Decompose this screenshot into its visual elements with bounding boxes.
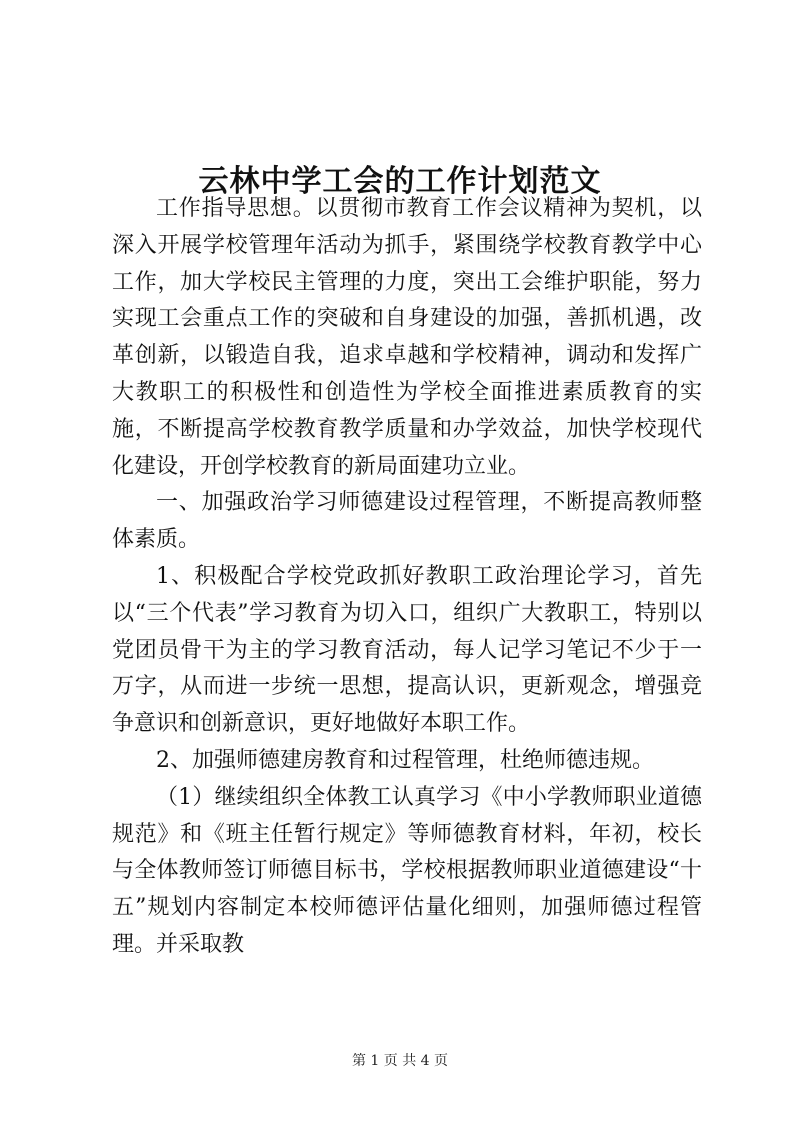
paragraph-guiding-ideology: 工作指导思想。以贯彻市教育工作会议精神为契机，以深入开展学校管理年活动为抓手，紧围绕学校教育教学中心工作，加大学校民主管理的力度，突出工会维护职能，努力实现工会重点工作的突破和自身建设的加强，善抓机遇，改革创新，以锻造自我，追求卓越和学校精神，调动和发挥广大教职工的积极性和创造性为学校全面推进素质教育的实施，不断提高学校教育教学质量和办学效益，加快学校现代化建设，开创学校教育的新局面建功立业。: [112, 196, 702, 479]
paragraph-subitem-1: （1）继续组织全体教工认真学习《中小学教师职业道德规范》和《班主任暂行规定》等师德教育材料，年初，校长与全体教师签订师德目标书，学校根据教师职业道德建设“十五”规划内容制定本校师德评估量化细则，加强师德过程管理。并采取教: [112, 784, 702, 957]
document-body: [112, 191, 702, 964]
page-footer: 第 1 页 共 4 页: [351, 1053, 449, 1069]
paragraph-item-1: 1、积极配合学校党政抓好教职工政治理论学习，首先以“三个代表”学习教育为切入口，组织广大教职工，特别以党团员骨干为主的学习教育活动，每人记学习笔记不少于一万字，从而进一步统一思想，提高认识，更新观念，增强竞争意识和创新意识，更好地做好本职工作。: [112, 563, 702, 737]
paragraph-section-one-heading: 一、加强政治学习师德建设过程管理，不断提高教师整体素质。: [112, 490, 702, 553]
document-title: 云林中学工会的工作计划范文: [198, 164, 602, 200]
paragraph-item-2: 2、加强师德建房教育和过程管理，杜绝师德违规。: [156, 747, 654, 773]
